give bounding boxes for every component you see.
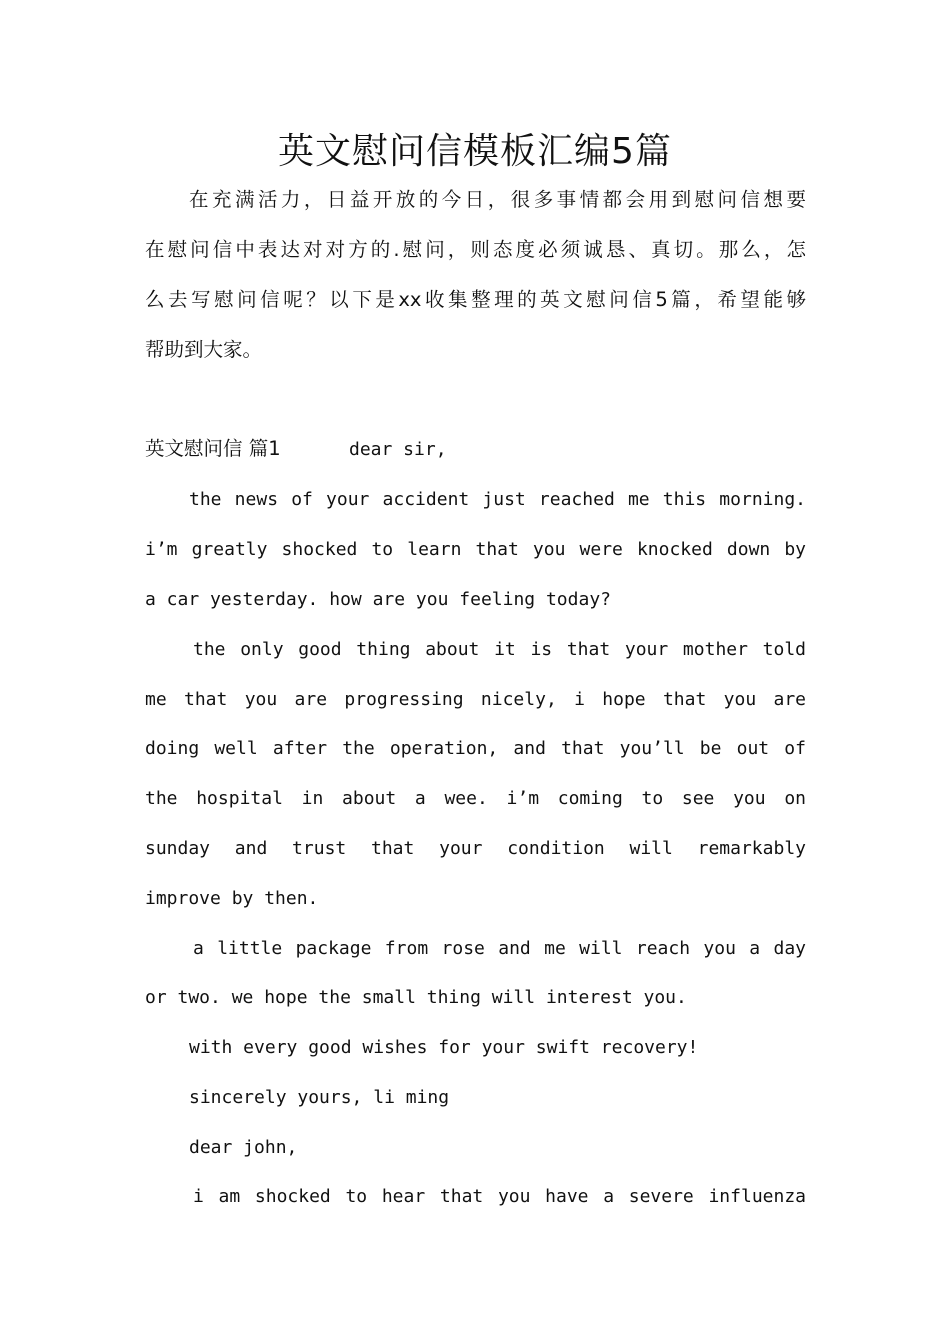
intro-line-2: 在慰问信中表达对对方的.慰问，则态度必须诚恳、真切。那么，怎: [145, 238, 806, 261]
paragraph-line: i am shocked to hear that you have a severe influenza: [193, 1186, 806, 1207]
paragraph-line: or two. we hope the small thing will interest you.: [145, 987, 687, 1008]
paragraph-line: sunday and trust that your condition will remarkably: [145, 838, 806, 859]
signature: sincerely yours, li ming: [189, 1087, 450, 1108]
paragraph-line: i’m greatly shocked to learn that you were knocked down by: [145, 539, 806, 560]
paragraph-line: the news of your accident just reached me this morning.: [189, 489, 806, 510]
intro-line-1: 在充满活力，日益开放的今日，很多事情都会用到慰问信想要: [189, 188, 806, 211]
paragraph-line: the only good thing about it is that your mother told: [193, 639, 806, 660]
paragraph-line: a little package from rose and me will reach you a day: [193, 938, 806, 959]
paragraph-line: doing well after the operation, and that you’ll be out of: [145, 738, 806, 759]
paragraph-line: a car yesterday. how are you feeling today?: [145, 589, 611, 610]
intro-line-4: 帮助到大家。: [145, 338, 263, 361]
intro-line-3: 么去写慰问信呢？以下是xx收集整理的英文慰问信5篇，希望能够: [145, 288, 806, 311]
salutation-2: dear john,: [189, 1137, 298, 1158]
document-title: 英文慰问信模板汇编5篇: [278, 131, 672, 172]
paragraph-line: me that you are progressing nicely, i hope that you are: [145, 689, 806, 710]
section-heading: 英文慰问信 篇1: [145, 437, 281, 460]
salutation: dear sir,: [349, 439, 447, 460]
paragraph-line: the hospital in about a wee. i’m coming to see you on: [145, 788, 806, 809]
closing-wish: with every good wishes for your swift recovery!: [189, 1037, 699, 1058]
paragraph-line: improve by then.: [145, 888, 319, 909]
